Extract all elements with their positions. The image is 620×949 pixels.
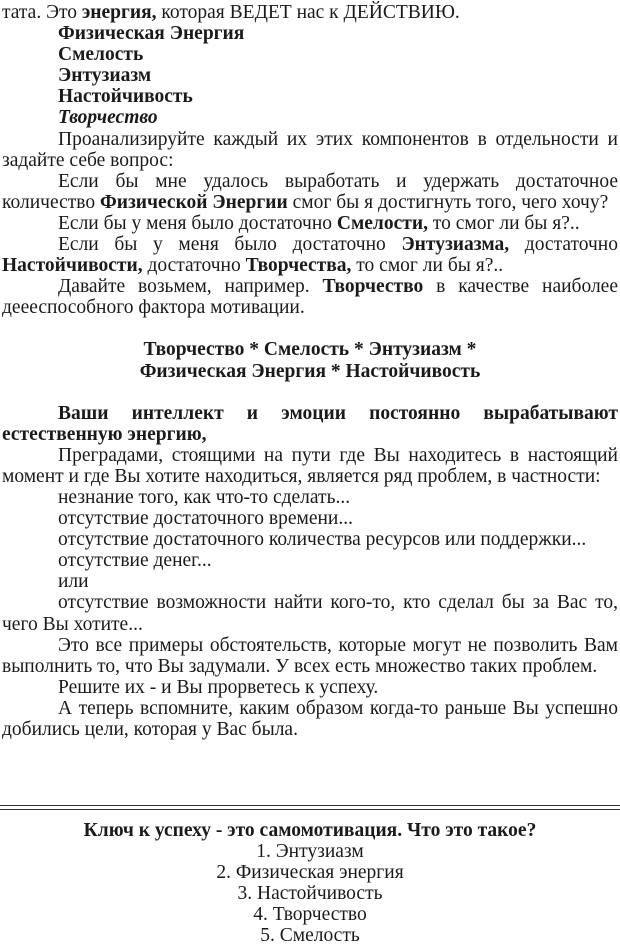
- obstacle-item: отсутствие достаточного времени...: [58, 508, 353, 530]
- component-item: Настойчивость: [58, 86, 193, 108]
- rule-line: [0, 809, 620, 810]
- intro-text: тата. Это: [2, 2, 82, 23]
- key-box-item: 3. Настойчивость: [237, 883, 383, 904]
- component-item-italic: Творчество: [58, 107, 158, 129]
- key-box: [0, 820, 620, 946]
- examples-paragraph: Это все примеры обстоятельств, которые могут не позволить Вам выполнить то, что Вы задумали. У всех есть множество таких проблем.: [2, 634, 618, 677]
- question-physical-energy: Если бы мне удалось выработать и удержать достаточное количество Физической Энергии смог бы я достигнуть того, чего хочу?: [2, 170, 618, 213]
- intro-line: [2, 2, 618, 23]
- center-heading-line-2: Физическая Энергия * Настойчивость: [139, 360, 481, 382]
- spacer: [2, 382, 618, 403]
- key-box-item: 1. Энтузиазм: [256, 841, 364, 862]
- key-box-item: 5. Смелость: [260, 925, 360, 946]
- obstacle-item: или: [58, 571, 89, 593]
- intro-bold: энергия,: [81, 2, 157, 23]
- obstacle-item: отсутствие достаточного количества ресурсов или поддержки...: [58, 529, 587, 551]
- example-paragraph: Давайте возьмем, например. Творчество в качестве наиболее деееспособного фактора мотивации.: [2, 276, 618, 319]
- component-item: Физическая Энергия: [58, 23, 245, 45]
- remember-paragraph: А теперь вспомните, каким образом когда-то раньше Вы успешно добились цели, которая у Вас была.: [2, 697, 618, 740]
- obstacle-item: отсутствие денег...: [58, 550, 212, 572]
- solve-paragraph: Решите их - и Вы прорветесь к успеху.: [58, 676, 379, 698]
- book-page: [2, 2, 618, 740]
- center-heading-line-1: Творчество * Смелость * Энтузиазм *: [143, 339, 477, 361]
- obstacles-intro: Преградами, стоящими на пути где Вы находитесь в настоящий момент и где Вы хотите находиться, является ряд проблем, в частности:: [2, 444, 618, 487]
- double-rule: [0, 805, 620, 810]
- key-box-title: Ключ к успеху - это самомотивация. Что это такое?: [83, 820, 537, 841]
- question-courage: Если бы у меня было достаточно Смелости, то смог ли бы я?..: [58, 212, 580, 234]
- spacer: [2, 318, 618, 339]
- component-item: Смелость: [58, 44, 144, 66]
- analyze-paragraph: Проанализируйте каждый их этих компонентов в отдельности и задайте себе вопрос:: [2, 128, 618, 171]
- rule-line: [0, 805, 620, 806]
- obstacle-item-last: отсутствие возможности найти кого-то, кто сделал бы за Вас то, чего Вы хотите...: [2, 592, 618, 635]
- question-enthusiasm: Если бы у меня было достаточно Энтузиазма, достаточно Настойчивости, достаточно Творчества, то смог ли бы я?..: [2, 234, 618, 277]
- component-item: Энтузиазм: [58, 65, 152, 87]
- intro-text-end: которая ВЕДЕТ нас к ДЕЙСТВИЮ.: [156, 2, 460, 23]
- key-box-item: 4. Творчество: [253, 904, 367, 925]
- key-box-item: 2. Физическая энергия: [216, 862, 404, 883]
- obstacle-item: незнание того, как что-то сделать...: [58, 486, 351, 508]
- bold-paragraph: Ваши интеллект и эмоции постоянно вырабатывают естественную энергию,: [2, 402, 618, 445]
